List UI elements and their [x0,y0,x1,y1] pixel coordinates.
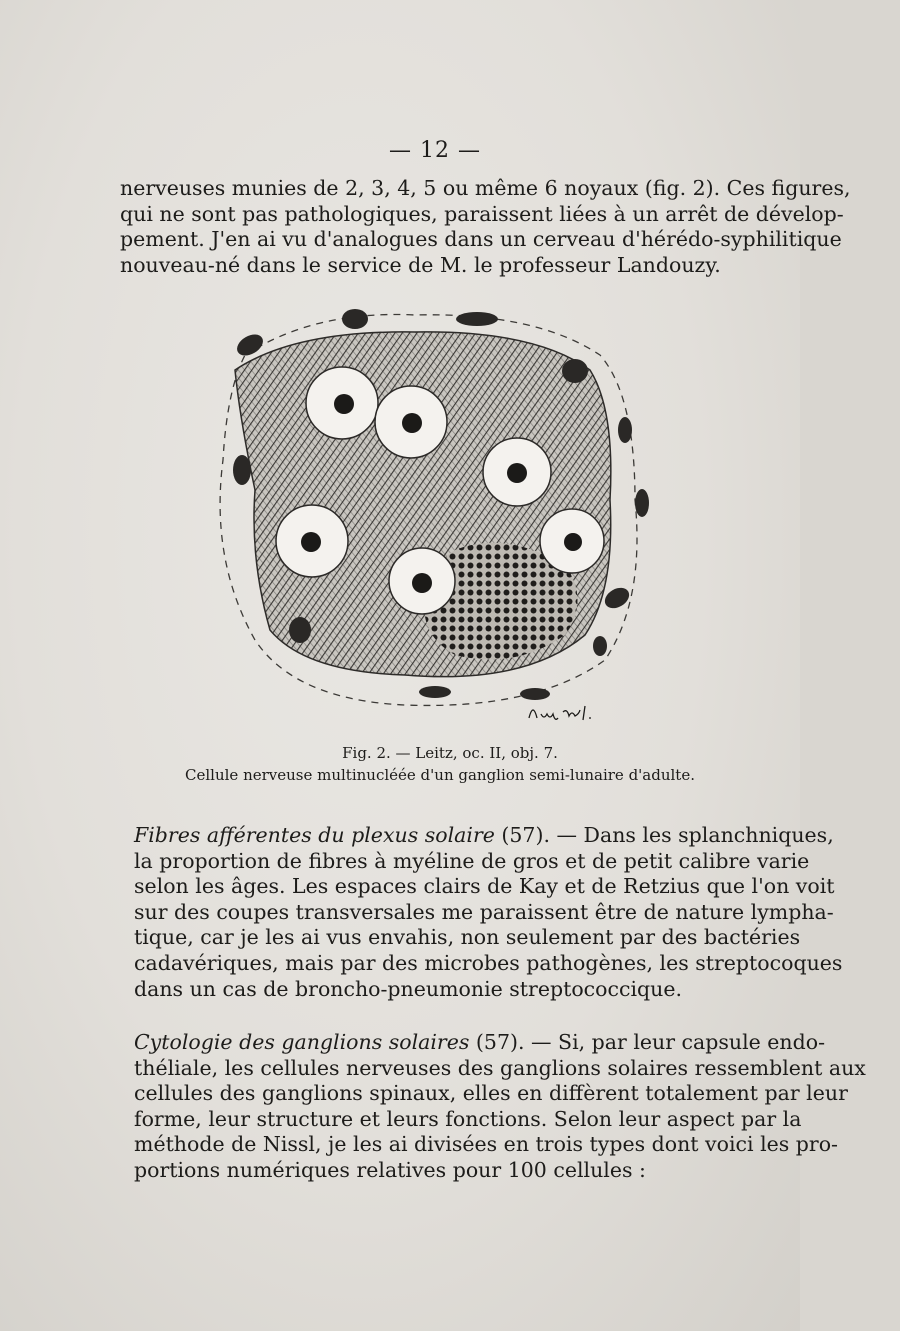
nucleus [483,438,551,506]
figure-caption-description: Cellule nerveuse multinucléée d'un ganglion semi-lunaire d'adulte. [185,766,695,784]
paragraph-line: méthode de Nissl, je les ai divisées en trois types dont voici les pro- [134,1132,838,1157]
multinucleate-cell-drawing [205,300,665,730]
nucleus [375,386,447,458]
reference: (57). — [469,1030,559,1054]
paragraph-line: nerveuses munies de 2, 3, 4, 5 ou même 6 noyaux (fig. 2). Ces figures, [120,176,851,200]
paragraph-line: sur des coupes transversales me paraissent être de nature lympha- [134,899,834,924]
paragraph-line [134,823,834,849]
paragraph-line: dans un cas de broncho-pneumonie streptococcique. [134,976,682,1001]
paragraph-line: cadavériques, mais par des microbes pathogènes, les streptocoques [134,950,843,975]
paragraph-line: cellules des ganglions spinaux, elles en diffèrent totalement par leur [134,1081,848,1106]
page-number: — 12 — [389,138,481,163]
paragraph-line: portions numériques relatives pour 100 cellules : [134,1157,646,1182]
reference: (57). — [494,823,584,847]
paragraph-fibres [134,823,843,1002]
paragraph-line [134,1030,826,1056]
paragraph-cytologie [134,1030,866,1184]
nucleus [306,367,378,439]
paragraph-line: forme, leur structure et leurs fonctions. Selon leur aspect par la [134,1106,802,1131]
figure-caption-title: Fig. 2. — Leitz, oc. II, obj. 7. [342,744,558,762]
section-heading: Fibres afférentes du plexus solaire [134,823,495,847]
paragraph-line: tique, car je les ai vus envahis, non seulement par des bactéries [134,925,801,950]
paragraph-line: pement. J'en ai vu d'analogues dans un cerveau d'hérédo-syphilitique [120,227,842,252]
paragraph-line: selon les âges. Les espaces clairs de Kay et de Retzius que l'on voit [134,874,835,899]
section-heading: Cytologie des ganglions solaires [134,1030,470,1054]
paragraph-line-text: Si, par leur capsule endo- [558,1030,826,1054]
paragraph-line: théliale, les cellules nerveuses des ganglions solaires ressemblent aux [134,1055,866,1080]
nucleus [389,548,455,614]
nucleus [540,509,604,573]
cell-illustration [205,300,665,730]
paragraph-line: nouveau-né dans le service de M. le professeur Landouzy. [120,252,721,277]
paragraph-line: qui ne sont pas pathologiques, paraissent liées à un arrêt de dévelop- [120,201,844,226]
paragraph-line-text: Dans les splanchniques, [583,823,834,847]
paragraph-intro [120,176,851,278]
paragraph-line: la proportion de fibres à myéline de gros et de petit calibre varie [134,848,810,873]
illustrator-signature [525,700,605,724]
nucleus [276,505,348,577]
